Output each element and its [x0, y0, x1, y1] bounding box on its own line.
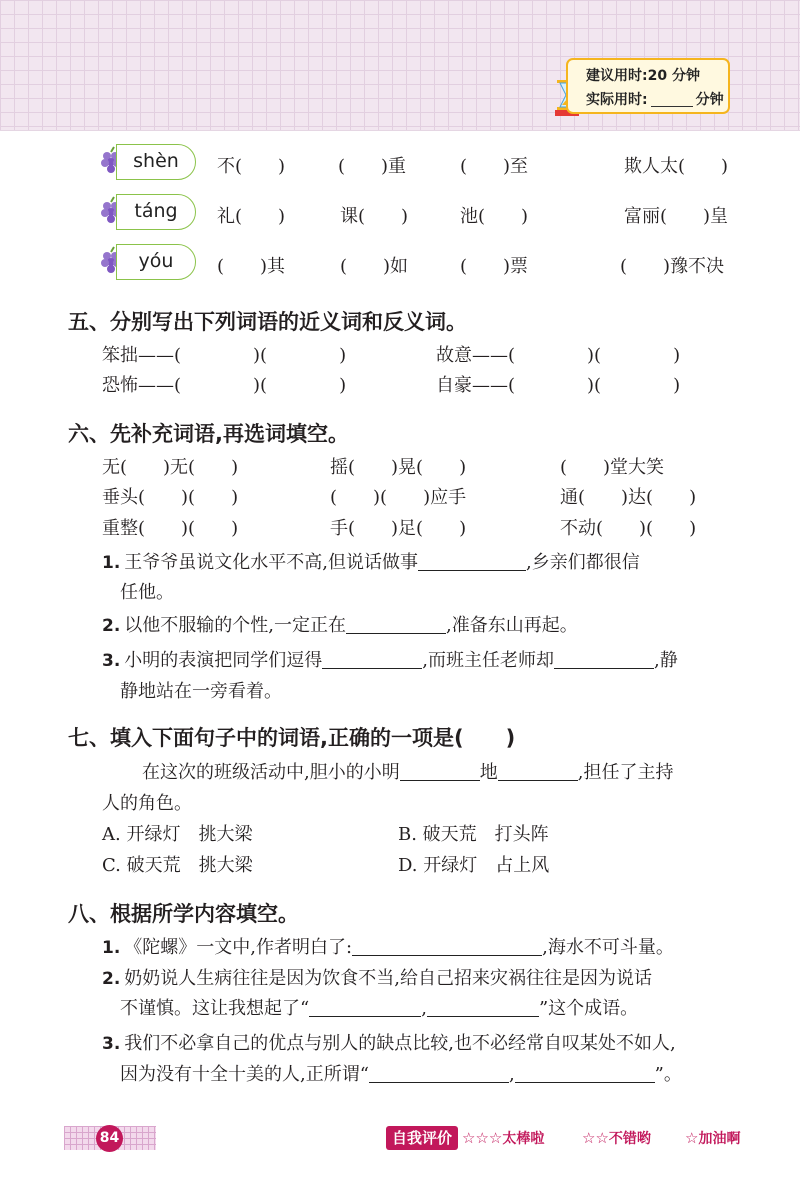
section7-title: 七、填入下面句子中的词语,正确的一项是( )	[68, 726, 516, 750]
actual-time-blank[interactable]	[651, 92, 693, 107]
word-blank[interactable]: 课( )	[340, 206, 409, 227]
option-d[interactable]: D. 开绿灯 占上风	[398, 855, 550, 876]
answer-blank[interactable]	[418, 552, 526, 571]
idiom-blank[interactable]: ( )( )应手	[330, 487, 467, 508]
s7-sentence: 在这次的班级活动中,胆小的小明 地 ,担任了主持	[142, 762, 674, 783]
word-blank[interactable]: 池( )	[460, 206, 529, 227]
synonym-antonym-item[interactable]: 故意——( )( )	[436, 345, 681, 366]
self-eval-label: 自我评价	[386, 1126, 458, 1150]
answer-blank[interactable]	[498, 762, 578, 781]
s6-question-1: 1. 王爷爷虽说文化水平不高,但说话做事 ,乡亲们都很信	[102, 552, 640, 573]
star-icon: ☆	[685, 1129, 699, 1147]
suggested-time: 建议用时:20 分钟	[586, 68, 700, 84]
s6-question-3-cont: 静地站在一旁看着。	[120, 681, 282, 702]
word-blank[interactable]: ( )豫不决	[620, 256, 725, 277]
answer-blank[interactable]	[427, 998, 539, 1017]
idiom-blank[interactable]: ( )堂大笑	[560, 457, 665, 478]
word-blank[interactable]: ( )票	[460, 256, 529, 277]
option-b[interactable]: B. 破天荒 打头阵	[398, 824, 549, 845]
page-number: 84	[96, 1125, 123, 1152]
s7-sentence-cont: 人的角色。	[102, 793, 192, 814]
s6-question-2: 2. 以他不服输的个性,一定正在 ,准备东山再起。	[102, 615, 578, 636]
section5-title: 五、分别写出下列词语的近义词和反义词。	[68, 310, 467, 334]
eval-cheer[interactable]: ☆加油啊	[685, 1129, 741, 1147]
s8-question-3: 3. 我们不必拿自己的优点与别人的缺点比较,也不必经常自叹某处不如人,	[102, 1033, 676, 1054]
star-icon: ☆☆☆	[462, 1129, 503, 1147]
answer-blank[interactable]	[346, 615, 446, 634]
answer-blank[interactable]	[309, 998, 421, 1017]
answer-blank[interactable]	[322, 650, 422, 669]
s8-question-1: 1. 《陀螺》一文中,作者明白了: ,海水不可斗量。	[102, 937, 674, 958]
pinyin-label: yóu	[116, 244, 196, 280]
synonym-antonym-item[interactable]: 笨拙——( )( )	[102, 345, 347, 366]
s6-question-1-cont: 任他。	[120, 582, 174, 603]
answer-blank[interactable]	[515, 1064, 655, 1083]
pinyin-label: shèn	[116, 144, 196, 180]
word-blank[interactable]: 欺人太( )	[624, 156, 729, 177]
time-box	[566, 58, 730, 114]
word-blank[interactable]: 富丽( )皇	[624, 206, 729, 227]
option-a[interactable]: A. 开绿灯 挑大梁	[102, 824, 253, 845]
idiom-blank[interactable]: 通( )达( )	[560, 487, 697, 508]
option-c[interactable]: C. 破天荒 挑大梁	[102, 855, 253, 876]
word-blank[interactable]: ( )至	[460, 156, 529, 177]
s8-question-2: 2. 奶奶说人生病往往是因为饮食不当,给自己招来灾祸往往是因为说话	[102, 968, 653, 989]
word-blank[interactable]: ( )如	[340, 256, 409, 277]
actual-time: 实际用时: 分钟	[586, 92, 724, 108]
synonym-antonym-item[interactable]: 恐怖——( )( )	[102, 375, 347, 396]
word-blank[interactable]: ( )其	[217, 256, 286, 277]
section8-title: 八、根据所学内容填空。	[68, 902, 299, 926]
s6-question-3: 3. 小明的表演把同学们逗得 ,而班主任老师却 ,静	[102, 650, 678, 671]
eval-good[interactable]: ☆☆不错哟	[582, 1129, 651, 1147]
answer-blank[interactable]	[352, 937, 542, 956]
synonym-antonym-item[interactable]: 自豪——( )( )	[436, 375, 681, 396]
word-blank[interactable]: 礼( )	[217, 206, 286, 227]
star-icon: ☆☆	[582, 1129, 609, 1147]
s8-question-2-cont: 不谨慎。这让我想起了“ , ”这个成语。	[120, 998, 639, 1019]
answer-blank[interactable]	[400, 762, 480, 781]
pinyin-label: táng	[116, 194, 196, 230]
idiom-blank[interactable]: 摇( )晃( )	[330, 457, 467, 478]
answer-blank[interactable]	[369, 1064, 509, 1083]
answer-blank[interactable]	[554, 650, 654, 669]
eval-great[interactable]: ☆☆☆太棒啦	[462, 1129, 545, 1147]
idiom-blank[interactable]: 垂头( )( )	[102, 487, 239, 508]
idiom-blank[interactable]: 不动( )( )	[560, 518, 697, 539]
word-blank[interactable]: ( )重	[338, 156, 407, 177]
idiom-blank[interactable]: 重整( )( )	[102, 518, 239, 539]
idiom-blank[interactable]: 手( )足( )	[330, 518, 467, 539]
idiom-blank[interactable]: 无( )无( )	[102, 457, 239, 478]
section6-title: 六、先补充词语,再选词填空。	[68, 422, 349, 446]
s8-question-3-cont: 因为没有十全十美的人,正所谓“ , ”。	[120, 1064, 682, 1085]
word-blank[interactable]: 不( )	[217, 156, 286, 177]
